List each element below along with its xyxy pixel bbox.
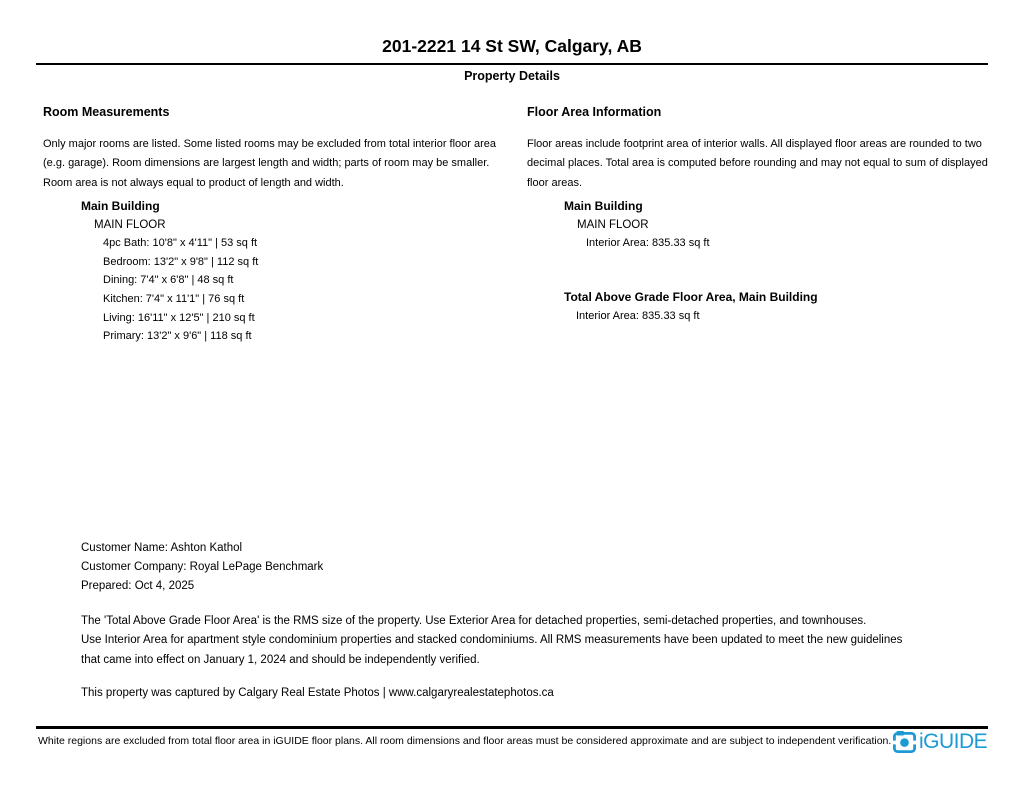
total-above-grade-heading: Total Above Grade Floor Area, Main Building [564, 290, 818, 304]
description-line: floor areas. [527, 176, 583, 189]
interior-area-value: Interior Area: 835.33 sq ft [586, 237, 710, 250]
building-name: Main Building [81, 199, 160, 213]
floor-name: MAIN FLOOR [94, 218, 166, 231]
footer-disclaimer: White regions are excluded from total floor area in iGUIDE floor plans. All room dimensions and floor areas must be considered approximate and are subject to independent verification. [38, 735, 892, 747]
rms-disclaimer-line: that came into effect on January 1, 2024 and should be independently verified. [81, 653, 480, 666]
description-line: (e.g. garage). Room dimensions are largest length and width; parts of room may be smaller. [43, 157, 490, 170]
building-name: Main Building [564, 199, 643, 213]
iguide-logo [893, 731, 987, 753]
description-line: Floor areas include footprint area of interior walls. All displayed floor areas are rounded to two [527, 138, 982, 150]
customer-info-block [81, 539, 323, 597]
room-measurement-item: Kitchen: 7'4" x 11'1" | 76 sq ft [103, 292, 245, 305]
room-measurement-item: Dining: 7'4" x 6'8" | 48 sq ft [103, 274, 234, 287]
description-line: Only major rooms are listed. Some listed rooms may be excluded from total interior floor area [43, 138, 497, 150]
room-measurement-item: Living: 16'11" x 12'5" | 210 sq ft [103, 311, 255, 324]
page-subtitle: Property Details [464, 69, 560, 83]
room-measurements-description [43, 135, 518, 193]
captured-by-note: This property was captured by Calgary Real Estate Photos | www.calgaryrealestatephotos.ca [81, 687, 554, 699]
rms-disclaimer-line: The 'Total Above Grade Floor Area' is the RMS size of the property. Use Exterior Area for detached properties, semi-detached properties, and townhouses. [81, 615, 867, 627]
page-title: 201-2221 14 St SW, Calgary, AB [382, 36, 642, 56]
room-measurement-item: Bedroom: 13'2" x 9'8" | 112 sq ft [103, 255, 259, 268]
customer-company-line: Customer Company: Royal LePage Benchmark [81, 561, 324, 574]
floor-name: MAIN FLOOR [577, 218, 649, 231]
prepared-date-line: Prepared: Oct 4, 2025 [81, 580, 195, 593]
total-above-grade-block [564, 288, 818, 325]
room-measurement-item: 4pc Bath: 10'8" x 4'11" | 53 sq ft [103, 237, 258, 250]
rms-disclaimer-line: Use Interior Area for apartment style condominium properties and stacked condominiums. All RMS measurements have been updated to meet the new guidelines [81, 634, 903, 647]
footer-divider [36, 726, 988, 729]
customer-name-line: Customer Name: Ashton Kathol [81, 542, 243, 554]
room-measurement-item: Primary: 13'2" x 9'6" | 118 sq ft [103, 330, 252, 343]
iguide-logo-text: iGUIDE [919, 730, 988, 753]
rms-disclaimer-note [81, 612, 902, 670]
iguide-logo-icon [893, 731, 916, 753]
title-divider [36, 63, 988, 65]
room-measurements-heading: Room Measurements [43, 105, 170, 119]
interior-area-value: Interior Area: 835.33 sq ft [576, 309, 700, 322]
room-measurements-building [81, 197, 258, 346]
floor-area-information-description [527, 135, 1005, 193]
floor-area-building [564, 197, 710, 253]
description-line: decimal places. Total area is computed before rounding and may not equal to sum of displayed [527, 157, 988, 170]
floor-area-information-heading: Floor Area Information [527, 105, 662, 119]
description-line: Room area is not always equal to product of length and width. [43, 176, 344, 189]
